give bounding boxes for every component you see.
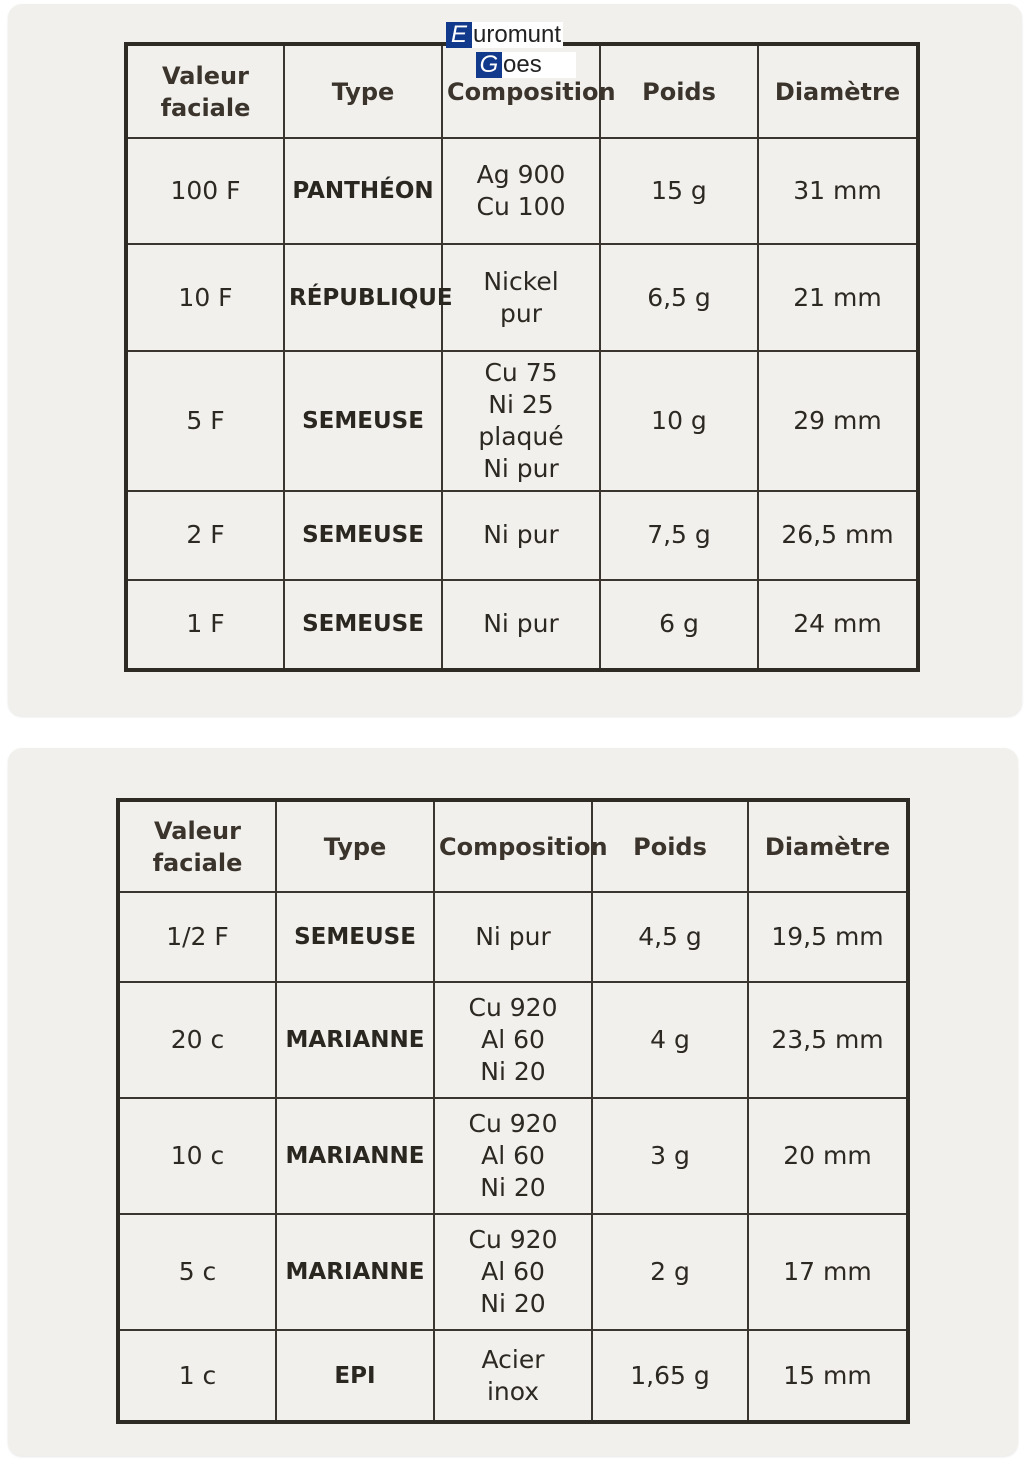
cell-composition <box>434 1214 592 1330</box>
cell-composition <box>434 982 592 1098</box>
composition-line: Cu 920 <box>468 993 558 1022</box>
logo-text-oes: oes <box>503 51 542 78</box>
table-row <box>118 1330 908 1422</box>
cell-type: SEMEUSE <box>284 351 442 492</box>
table-row <box>118 1098 908 1214</box>
cell-type: RÉPUBLIQUE <box>284 244 442 350</box>
cell-diametre: 26,5 mm <box>758 491 918 579</box>
cell-poids: 4,5 g <box>592 892 748 982</box>
composition-line: Ag 900 <box>476 160 566 190</box>
header-type: Type <box>284 44 442 138</box>
composition-line: Nickel <box>483 266 559 296</box>
composition-line: Acier <box>481 1344 545 1374</box>
table-row <box>126 580 918 670</box>
header-valeur-faciale: Valeur faciale <box>126 44 284 138</box>
header-poids: Poids <box>592 800 748 892</box>
euromunt-goes-logo <box>446 22 578 78</box>
coin-specs-table-top <box>124 42 920 672</box>
logo-line-goes <box>476 52 576 78</box>
composition-line: Ni pur <box>483 520 559 550</box>
composition-line: Cu 920 <box>468 1225 558 1254</box>
cell-diametre: 23,5 mm <box>748 982 908 1098</box>
header-diametre: Diamètre <box>748 800 908 892</box>
logo-initial-e: E <box>446 22 472 48</box>
header-type: Type <box>276 800 434 892</box>
composition-line: Ni pur <box>483 609 559 639</box>
cell-composition <box>442 491 600 579</box>
logo-initial-g: G <box>476 52 502 78</box>
table-body <box>118 892 908 1422</box>
cell-valeur-faciale: 1 c <box>118 1330 276 1422</box>
table-row <box>126 491 918 579</box>
cell-poids: 6 g <box>600 580 758 670</box>
composition-line: Ni pur <box>483 454 559 484</box>
cell-diametre: 21 mm <box>758 244 918 350</box>
table-row <box>126 138 918 244</box>
composition-line: Ni 20 <box>480 1057 546 1086</box>
cell-poids: 3 g <box>592 1098 748 1214</box>
cell-valeur-faciale: 20 c <box>118 982 276 1098</box>
cell-type: SEMEUSE <box>284 491 442 579</box>
composition-line: Cu 75 <box>484 358 558 388</box>
header-valeur-faciale: Valeur faciale <box>118 800 276 892</box>
table-row <box>126 351 918 492</box>
cell-poids: 7,5 g <box>600 491 758 579</box>
cell-diametre: 17 mm <box>748 1214 908 1330</box>
composition-line: Ni 20 <box>480 1173 546 1202</box>
cell-type: EPI <box>276 1330 434 1422</box>
cell-type: SEMEUSE <box>276 892 434 982</box>
table-row <box>118 982 908 1098</box>
composition-line: pur <box>500 298 542 328</box>
cell-valeur-faciale: 1/2 F <box>118 892 276 982</box>
cell-valeur-faciale: 1 F <box>126 580 284 670</box>
cell-diametre: 15 mm <box>748 1330 908 1422</box>
composition-line: Al 60 <box>481 1025 545 1054</box>
header-poids: Poids <box>600 44 758 138</box>
cell-composition <box>442 351 600 492</box>
cell-type: MARIANNE <box>276 982 434 1098</box>
cell-composition <box>434 892 592 982</box>
cell-poids: 15 g <box>600 138 758 244</box>
cell-poids: 2 g <box>592 1214 748 1330</box>
composition-line: inox <box>486 1376 540 1406</box>
cell-valeur-faciale: 2 F <box>126 491 284 579</box>
composition-line: Cu 920 <box>468 1109 558 1138</box>
cell-poids: 1,65 g <box>592 1330 748 1422</box>
composition-line: Ni 25 <box>488 390 554 420</box>
cell-diametre: 20 mm <box>748 1098 908 1214</box>
cell-valeur-faciale: 10 c <box>118 1098 276 1214</box>
logo-line-euromunt <box>446 22 563 48</box>
coin-specs-table-bottom <box>116 798 910 1424</box>
cell-type: PANTHÉON <box>284 138 442 244</box>
cell-valeur-faciale: 10 F <box>126 244 284 350</box>
composition-line: Ni pur <box>475 922 551 951</box>
cell-diametre: 29 mm <box>758 351 918 492</box>
table-row <box>126 244 918 350</box>
cell-diametre: 24 mm <box>758 580 918 670</box>
composition-line: Ni 20 <box>480 1289 546 1318</box>
logo-text-uromunt: uromunt <box>473 21 562 48</box>
cell-valeur-faciale: 100 F <box>126 138 284 244</box>
cell-type: SEMEUSE <box>284 580 442 670</box>
table-row <box>118 1214 908 1330</box>
header-composition: Composition <box>434 800 592 892</box>
composition-line: Al 60 <box>481 1257 545 1286</box>
cell-valeur-faciale: 5 F <box>126 351 284 492</box>
cell-poids: 6,5 g <box>600 244 758 350</box>
cell-diametre: 19,5 mm <box>748 892 908 982</box>
cell-composition <box>434 1098 592 1214</box>
header-diametre: Diamètre <box>758 44 918 138</box>
cell-composition <box>442 138 600 244</box>
cell-composition <box>442 244 600 350</box>
table-row <box>118 892 908 982</box>
header-row <box>118 800 908 892</box>
cell-composition <box>434 1330 592 1422</box>
cell-diametre: 31 mm <box>758 138 918 244</box>
header-composition: Composition <box>442 44 600 138</box>
cell-composition <box>442 580 600 670</box>
cell-type: MARIANNE <box>276 1214 434 1330</box>
cell-valeur-faciale: 5 c <box>118 1214 276 1330</box>
cell-poids: 10 g <box>600 351 758 492</box>
cell-type: MARIANNE <box>276 1098 434 1214</box>
composition-line: Al 60 <box>481 1141 545 1170</box>
table-body <box>126 138 918 670</box>
cell-poids: 4 g <box>592 982 748 1098</box>
composition-line: plaqué <box>478 422 564 452</box>
composition-line: Cu 100 <box>476 192 566 222</box>
